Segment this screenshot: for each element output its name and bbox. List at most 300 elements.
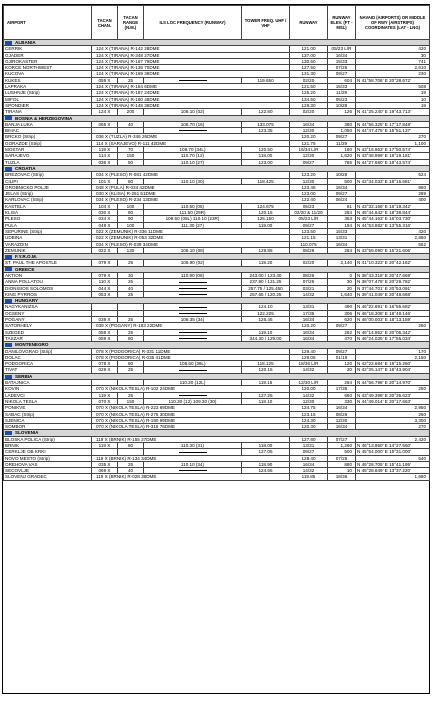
coordinates: N 41°10.323' E 20°42.162' [356,260,430,266]
tacan-reference: 119 X (BRNIK) R-155 27DME [92,436,290,442]
runway: 10/28 [328,102,356,108]
tower-frequency: 128.40 [290,455,328,461]
tower-frequency: 119.85 [290,474,328,480]
runway-elevation: 1,620 [328,153,356,159]
country-name: HUNGARY [15,298,39,304]
tacan-reference: 034 X (PLESO) R-039 34DME [92,241,290,247]
coordinates: N 46°18.308' E 18°46.146' [356,310,430,316]
runway-elevation: 420 [356,228,430,234]
tacan-channel: 029 X [92,367,118,373]
tacan-reference: 124 X (TIRANA) R-142 28DME [92,46,290,52]
runway: 06/24 [328,197,356,203]
coordinates: N 38°43.318' E 20°47.669' [356,272,430,278]
runway-elevation: 524 [356,172,430,178]
runway-elevation: 330 [328,398,356,404]
tower-frequency: 122.40 [290,197,328,203]
flag-icon [5,299,12,303]
tower-frequency: 120.00 [290,386,328,392]
runway-elevation: 306 [328,310,356,316]
airport-name: GJIROKASTER [4,58,92,64]
runway: 08/26 [290,247,328,253]
runway: 15/33 [328,84,356,90]
runway-elevation: 880 [328,461,356,467]
coordinates: N 39°41.049' E 20°48.668' [356,291,430,297]
runway-elevation: 230 [356,71,430,77]
airport-name: PODGORICA [4,361,92,367]
ils-frequency: 110.10 (30) [144,178,242,184]
runway-elevation: 194 [328,222,356,228]
airport-name: GROBNICKO POLJE [4,184,92,190]
runway: 09/27 [328,191,356,197]
runway-elevation: 250 [356,386,430,392]
runway-elevation: 170 [356,348,430,354]
tower-frequency: 119.15 [242,380,290,386]
airport-name: SECOVLJE [4,468,92,474]
runway: 09/27 [328,323,356,329]
coordinates: N 45°54.000' E 15°31.000' [356,449,430,455]
tower-frequency: 121.50 [290,84,328,90]
flag-icon [5,255,12,259]
runway-elevation: 1,640 [328,291,356,297]
ils-frequency: 111.30 (27) [144,222,242,228]
tower-frequency: 118.90 [242,461,290,467]
tacan-channel: 030 X [92,210,118,216]
tower-frequency: 128.85 [242,247,290,253]
runway: 17/35 [328,386,356,392]
runway: 16/34 [290,121,328,127]
runway-elevation: 270 [356,134,430,140]
tacan-channel: 065 X [92,121,118,127]
runway: 09/27 [328,134,356,140]
header-ils-frequency: ILS LOC FREQUENCY (RUNWAY) [144,6,242,40]
tacan-reference: 022 X (ZEMUNIK) R-053 32DME [92,235,290,241]
runway: 17/35 [290,310,328,316]
tacan-range: 130 [118,247,144,253]
runway-elevation: 260 [356,323,430,329]
runway: 02/20 [290,77,328,83]
airport-name: PONIKVE [4,405,92,411]
runway-elevation: 540 [356,455,430,461]
runway-elevation: 950 [356,184,430,190]
header-coordinates: NAVAID (AIRPORTS) OR MIDDLE OF RWY (AIRSTRIPS) COORDINATES (LAT - LNG) [356,6,430,40]
airport-name: SOMBOR [4,424,92,430]
tower-frequency: 119.10 [242,329,290,335]
tacan-channel: 114 X [92,153,118,159]
runway: 16/34 [290,317,328,323]
tacan-range: 80 [118,178,144,184]
runway: 14/32 [290,392,328,398]
tacan-channel: 048 X [92,222,118,228]
runway: 13/31 [290,443,328,449]
tower-frequency: 120.50 [242,147,290,153]
tower-frequency: 124.10 [242,304,290,310]
tower-frequency: 127.80 [290,436,328,442]
header-airport: AIRPORT [4,6,92,40]
runway: 01/19 [328,354,356,360]
coordinates: N 45°44.642' E 18°38.844' [356,210,430,216]
runway-elevation: 2,610 [356,65,430,71]
tower-frequency: 118.00 [242,153,290,159]
runway-elevation: 20 [328,285,356,291]
runway-elevation: 1,680 [356,474,430,480]
airport-name: DANILOVGRAD (Strip) [4,348,92,354]
tacan-range: 40 [118,285,144,291]
runway-elevation: 2,420 [356,436,430,442]
runway-elevation: 19 [356,102,430,108]
tacan-range: 80 [118,361,144,367]
ils-frequency: 110.30 (12) 109.30 (30) [144,398,242,404]
tower-frequency: 130.60 [290,58,328,64]
runway: 03/21 [290,285,328,291]
airport-name: SATORHELY [4,323,92,329]
runway: 14/32 [290,468,328,474]
coordinates: N 44°56.325' E 17°17.848' [356,121,430,127]
ils-frequency: 108.70 (34L) [144,147,242,153]
tacan-range: 25 [118,260,144,266]
tower-frequency: 127.50 [290,65,328,71]
tower-frequency: 120.20 [290,323,328,329]
runway-elevation: 1,050 [328,128,356,134]
runway-elevation: 289 [356,191,430,197]
airport-name: LADEVCI [4,392,92,398]
flag-icon [5,116,12,120]
airport-name: CILIPI [4,178,92,184]
airport-name: KORCE NORTHWEST [4,65,92,71]
runway-elevation: 508 [356,84,430,90]
ils-frequency: 110.10 (27) [144,159,242,165]
airport-name: BRCKO (Strip) [4,134,92,140]
coordinates: N 43°16.963' E 17°50.574' [356,147,430,153]
ils-frequency: 110.90 (08) [144,272,242,278]
runway: 14/32 [290,367,328,373]
runway-elevation: 400 [356,197,430,203]
airport-name: PULA [4,222,92,228]
tacan-channel: 110 X [92,279,118,285]
runway: 09/27 [290,449,328,455]
runway: 16/34 [328,184,356,190]
tacan-reference: 124 X (TIRANA) R-135 70DME [92,65,290,71]
tacan-range: 100 [118,203,144,209]
ils-frequency: 111.50 (29R) [144,210,242,216]
tacan-reference: 124 X (TIRANA) R-169 39DME [92,71,290,77]
airport-name: MIFOL [4,96,92,102]
airport-name: BREZOVAC (Strip) [4,172,92,178]
tacan-range: 40 [118,468,144,474]
flag-icon [5,343,12,347]
runway: 12/30 L/R [290,380,328,386]
runway-elevation: 1,260 [328,443,356,449]
coordinates: N 45°44.163' E 16°03.730' [356,216,430,222]
tacan-channel: 104 X [92,203,118,209]
runway: 16/34 [328,405,356,411]
tower-frequency: 118.125 [242,361,290,367]
coordinates: N 43°59.090' E 15°21.606' [356,247,430,253]
tower-frequency: 125.150 [242,216,290,222]
tacan-reference: 124 X (TIRANA) R-167 79DME [92,58,290,64]
runway-elevation: 30 [356,52,430,58]
tower-frequency: 134.50 [290,96,328,102]
tower-frequency: 119.00 [242,222,290,228]
airport-name: SEPURINE (Strip) [4,228,92,234]
tacan-range: 30 [118,272,144,278]
airport-name: OREHOVA VAS [4,461,92,467]
runway-elevation: 81 [328,203,356,209]
runway-elevation: 741 [356,58,430,64]
ils-frequency: 110.10 (34) [144,461,242,467]
tower-frequency: 124.30 [290,417,328,423]
runway: 07/25 [328,65,356,71]
airport-name: ST. PAUL THE APOSTLE [4,260,92,266]
tacan-range: 200 [118,109,144,115]
runway-elevation: 380 [328,121,356,127]
tower-frequency: 128.30 [290,102,328,108]
coordinates: N 44°49.014' E 20°17.663' [356,398,430,404]
runway-elevation: 20 [328,367,356,373]
airport-name: UDBINA [4,235,92,241]
coordinates: N 43°49.398' E 20°35.623' [356,392,430,398]
coordinates: N 42°34.033' E 18°15.681' [356,178,430,184]
runway: 16/34 [290,329,328,335]
runway: 09/27 [328,71,356,77]
tacan-reference: 070 X (NIKOLA TESLA) R-190 99DME [92,417,290,423]
runway: 13/31 [290,304,328,310]
coordinates: N 44°27.680' E 18°43.574' [356,159,430,165]
flag-icon [5,167,12,171]
tacan-range: 80 [118,335,144,341]
ils-frequency: 110.70 (12) [144,153,242,159]
header-runway-elevation: RUNWAY ELEV. (FT - MSL) [328,6,356,40]
empty-dash [179,470,207,471]
airport-name: NOVO MESTO (Strip) [4,455,92,461]
tacan-reference: 070 X (NIKOLA TESLA) R-275 30DME [92,411,290,417]
table-row [4,474,430,480]
tacan-channel: 069 X [92,468,118,474]
runway-elevation: 562 [356,241,430,247]
coordinates: N 41°25.240' E 19°43.713' [356,109,430,115]
airport-name: MOSTAR [4,147,92,153]
airport-name: GJADER [4,52,92,58]
airport-name: SLOVENJ GRADEC [4,474,92,480]
runway-elevation: 284 [328,247,356,253]
airport-name: KUKES [4,77,92,83]
tacan-range: 25 [118,392,144,398]
coordinates: N 46°22.891' E 16°55.682' [356,304,430,310]
empty-dash [179,313,207,314]
coordinates: N 42°22.684' E 19°15.260' [356,361,430,367]
empty-dash [179,288,207,289]
runway-elevation: 470 [328,335,356,341]
runway: 14/32 [290,291,328,297]
tower-frequency: 123.50 [290,228,328,234]
tower-frequency: 127.05 [242,449,290,455]
runway-elevation: 490 [328,304,356,310]
ils-frequency: 108.70 (16) [144,121,242,127]
airport-name: TASZAR [4,335,92,341]
runway-elevation: 420 [356,46,430,52]
tower-frequency: 344.30 / 129.00 [242,335,290,341]
tacan-reference: 030 X (KLISA) R-261 51DME [92,191,290,197]
tacan-channel: 070 X [92,398,118,404]
airport-name: SARAJEVO [4,153,92,159]
tacan-reference: 034 X (PLESO) R-081 42DME [92,172,290,178]
tacan-reference: 022 X (ZEMUNIK) R-336 11DME [92,228,290,234]
coordinates: N 37°44.701' E 20°53.091' [356,285,430,291]
tacan-reference: 124 X (TIRANA) R-148 36DME [92,102,290,108]
runway-elevation: 264 [328,380,356,386]
tacan-channel: 124 X [92,109,118,115]
country-name: GREECE [15,266,35,272]
tacan-range: 25 [118,317,144,323]
runway: 16/34 [328,424,356,430]
coordinates: N 45°28.849' E 13°37.220' [356,468,430,474]
tower-frequency: 124.75 [290,405,328,411]
airport-name: KASTELA [4,203,92,209]
airport-name: SPONDIER [4,102,92,108]
runway: 11/29 [328,140,356,146]
runway: 12/30 [290,128,328,134]
coordinates: N 44°47.475' E 15°51.137' [356,128,430,134]
tower-frequency: 126.45 [242,317,290,323]
flag-icon [5,267,12,271]
tacan-range: 150 [118,398,144,404]
tower-frequency: 120.30 [290,424,328,430]
airport-name: BRNIK [4,443,92,449]
runway: 10/28 [328,172,356,178]
tower-frequency: 137.00 [290,52,328,58]
tower-frequency: 123.45 [290,184,328,190]
coordinates: N 41°58.706' E 20°28.672' [356,77,430,83]
airport-name: DOLAC [4,354,92,360]
airport-name: BLOSKA POLICA (Strip) [4,436,92,442]
airport-name: NIKOLA TESLA [4,398,92,404]
tacan-reference: 036 X (TUZLA) R-346 26DME [92,134,290,140]
coordinates: N 38°07.478' E 20°29.782' [356,279,430,285]
tower-frequency: 120.15 [242,210,290,216]
tower-frequency: 123.15 [290,411,328,417]
tacan-channel: 119 X [92,392,118,398]
coordinates: N 44°56.798' E 20°14.970' [356,380,430,386]
tacan-reference: 124 X (TIRANA) R-187 24DME [92,90,290,96]
tacan-reference: 070 X (NIKOLA TESLA) R-315 76DME [92,424,290,430]
runway-elevation: 284 [328,210,356,216]
runway-elevation: 30 [328,279,356,285]
tacan-reference: 048 X (PULA) R-034 42DME [92,184,290,190]
tacan-channel: 078 X [92,361,118,367]
tacan-range: 25 [118,291,144,297]
country-name: SLOVENIA [15,430,39,436]
airport-name: GORAZDE (Strip) [4,140,92,146]
tacan-range: 25 [118,329,144,335]
empty-dash [179,130,207,131]
header-tacan-range: TACAN RANGE (N.M.) [118,6,144,40]
airport-name: OCSENY [4,310,92,316]
tacan-reference: 078 X (PODGORICA) R-331 11DME [92,348,290,354]
tacan-reference: 078 X (PODGORICA) R-035 41DME [92,354,290,360]
runway: 13/31 [328,235,356,241]
tacan-channel: 059 X [92,77,118,83]
airport-name: NAGYKANIZSA [4,304,92,310]
runway-elevation: 126 [328,109,356,115]
runway: 02/20 & 11/29 [290,210,328,216]
runway: 08/26 [328,411,356,417]
tacan-channel: 053 X [92,291,118,297]
airport-name: AKTION [4,272,92,278]
tower-frequency: 127.25 [242,392,290,398]
runway-elevation: 2,860 [356,235,430,241]
runway-elevation: 785 [328,159,356,165]
airport-name: DIONISIOS SOLOMOS [4,285,92,291]
runway: 12/30 [328,417,356,423]
runway: 16/34 L/R [290,147,328,153]
tacan-reference: 114 X (SARAJEVO) R-111 42DME [92,140,290,146]
ils-frequency: 108.10 (08) [144,247,242,253]
tacan-range: 25 [118,367,144,373]
tower-frequency: 120.20 [290,134,328,140]
runway: 12/30 [290,398,328,404]
tower-frequency: 243.00 / 123.40 [242,272,290,278]
runway: 18/36 L/R [290,361,328,367]
tacan-reference: 124 X (TIRANA) R-184 6DME [92,84,290,90]
runway-elevation: 120 [328,361,356,367]
empty-dash [179,307,207,308]
coordinates: N 42°25.147' E 18°43.904' [356,367,430,373]
airport-name: SJENICA [4,417,92,423]
ils-frequency: 108.90 (02) [144,260,242,266]
tacan-channel: 044 X [92,285,118,291]
tacan-channel: 119 X [92,443,118,449]
coordinates: N 46°14.952' E 20°05.342' [356,329,430,335]
tower-frequency: 129.05 [290,354,328,360]
ils-frequency: 108.35 (34) [144,317,242,323]
runway-elevation: 500 [328,178,356,184]
tacan-reference: 034 X (PLESO) R-234 13DME [92,197,290,203]
tacan-range: 25 [118,461,144,467]
runway-elevation: 270 [356,424,430,430]
airport-name: BANJA LUKA [4,121,92,127]
tacan-channel: 034 X [92,216,118,222]
tacan-range: 40 [118,121,144,127]
tacan-range: 100 [118,222,144,228]
tacan-reference: 119 X (BRNIK) R-028 38DME [92,474,290,480]
coordinates: N 46°13.950' E 14°27.560' [356,443,430,449]
tacan-channel: 059 X [92,335,118,341]
tacan-reference: 070 X (NIKOLA TESLA) R-102 24DME [92,386,290,392]
runway: 07/27 [328,436,356,442]
coordinates: N 46°24.035' E 17°55.034' [356,335,430,341]
empty-dash [179,282,207,283]
coordinates: N 43°32.156' E 16°19.342' [356,203,430,209]
runway: 09/27 [328,348,356,354]
tower-frequency: 121.75 [290,140,328,146]
runway: 16/34 [328,52,356,58]
airport-name: SZEGED [4,329,92,335]
empty-dash [179,338,207,339]
tower-frequency: 122.80 [242,109,290,115]
airport-name: BIHAC [4,128,92,134]
runway-elevation: 620 [328,317,356,323]
runway: 15/33 [328,228,356,234]
tacan-range: 150 [118,153,144,159]
runway: 05/23 [328,96,356,102]
country-name: F.Y.R.O.M. [15,254,37,260]
runway-elevation: 10 [328,468,356,474]
runway: 15/33 [328,58,356,64]
runway-elevation: 3,300 [356,417,430,423]
runway-elevation: 2,950 [356,405,430,411]
tacan-reference: 124 X (TIRANA) R-348 27DME [92,52,290,58]
runway-elevation: 0 [328,272,356,278]
airport-name: TIVAT [4,367,92,373]
